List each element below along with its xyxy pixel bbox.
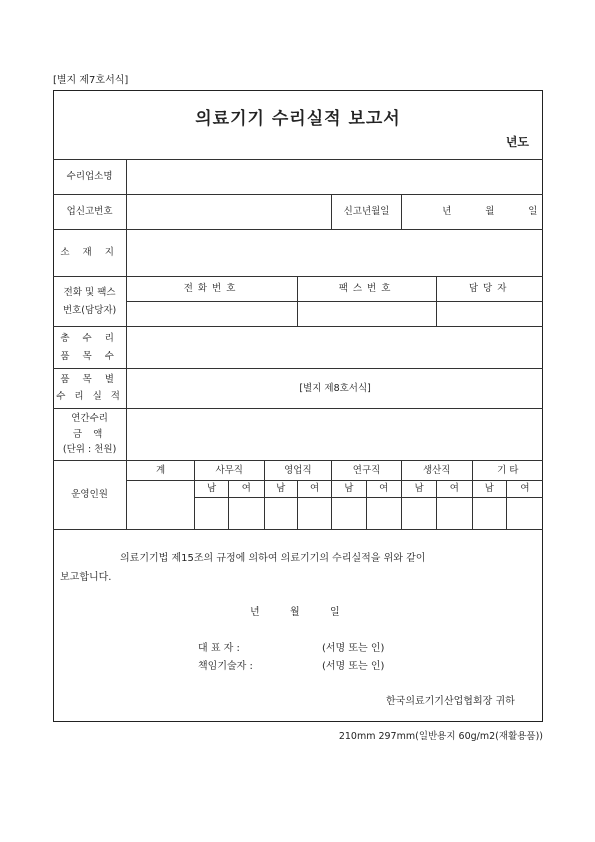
staff-total-field[interactable] — [127, 481, 195, 530]
location-field[interactable] — [127, 230, 543, 277]
production-male-field[interactable] — [401, 498, 436, 530]
business-name-label: 수리업소명 — [53, 160, 127, 195]
report-date-label: 신고년월일 — [332, 195, 402, 230]
phone-field[interactable] — [127, 302, 298, 327]
paper-spec-footer: 210mm 297mm(일반용지 60g/m2(재활용품)) — [338, 731, 543, 742]
phone-fax-label-line2: 번호(담당자) — [62, 304, 117, 316]
office-female-header: 여 — [229, 481, 264, 498]
item-repair-line1: 품 목 별 — [60, 374, 119, 386]
annual-amount-line1: 연간수리 — [71, 412, 108, 424]
business-name-field[interactable] — [127, 160, 543, 195]
total-repair-items-label — [53, 327, 127, 369]
statement-date-month: 월 — [290, 607, 300, 618]
sales-female-header: 여 — [297, 481, 331, 498]
fax-field[interactable] — [297, 302, 436, 327]
office-female-field[interactable] — [229, 498, 264, 530]
staff-col-production: 생산직 — [401, 461, 472, 481]
item-repair-line2: 수 리 실 적 — [56, 391, 123, 402]
representative-label: 대 표 자 : — [198, 643, 240, 654]
sales-female-field[interactable] — [297, 498, 331, 530]
annual-amount-line2: 금 액 — [72, 428, 107, 440]
manager-field[interactable] — [437, 302, 543, 327]
date-day-label: 일 — [528, 206, 538, 218]
phone-fax-label-line1: 전화 및 팩스 — [63, 286, 116, 298]
location-label: 소 재 지 — [53, 230, 127, 277]
research-male-field[interactable] — [332, 498, 366, 530]
total-repair-line2: 품 목 수 — [60, 350, 119, 362]
research-male-header: 남 — [332, 481, 366, 498]
office-male-field[interactable] — [194, 498, 228, 530]
staff-col-office: 사무직 — [194, 461, 264, 481]
production-female-header: 여 — [437, 481, 472, 498]
manager-column-header: 담당자 — [437, 277, 543, 302]
fax-column-header: 팩스번호 — [297, 277, 436, 302]
sales-male-header: 남 — [264, 481, 297, 498]
sales-male-field[interactable] — [264, 498, 297, 530]
staff-col-sales: 영업직 — [264, 461, 332, 481]
date-year-label: 년 — [442, 206, 452, 218]
page-title: 의료기기 수리실적 보고서 — [195, 109, 401, 129]
other-male-header: 남 — [472, 481, 506, 498]
item-repair-reference: [별지 제8호서식] — [127, 369, 543, 409]
staff-col-other: 기 타 — [472, 461, 543, 481]
statement-date-day: 일 — [330, 607, 340, 618]
total-repair-line1: 총 수 리 — [60, 332, 119, 344]
addressee: 한국의료기기산업협회장 귀하 — [386, 696, 515, 707]
form-number-tag: [별지 제7호서식] — [53, 75, 129, 86]
report-form-table — [53, 159, 543, 530]
other-female-header: 여 — [506, 481, 543, 498]
total-repair-items-field[interactable] — [127, 327, 543, 369]
production-male-header: 남 — [401, 481, 436, 498]
statement-date-year: 년 — [250, 607, 260, 618]
annual-amount-unit: (단위 : 천원) — [62, 444, 117, 456]
item-repair-label — [53, 369, 127, 409]
statement-line1: 의료기기법 제15조의 규정에 의하여 의료기기의 수리실적을 위와 같이 — [120, 553, 426, 564]
annual-amount-field[interactable] — [127, 409, 543, 461]
staff-col-research: 연구직 — [332, 461, 402, 481]
engineer-signature[interactable]: (서명 또는 인) — [322, 661, 385, 672]
staff-col-total: 계 — [127, 461, 195, 481]
engineer-label: 책임기술자 : — [198, 661, 253, 672]
production-female-field[interactable] — [437, 498, 472, 530]
permit-number-label: 업신고번호 — [53, 195, 127, 230]
report-date-field[interactable] — [401, 195, 543, 230]
staff-label: 운영인원 — [53, 461, 127, 530]
research-female-header: 여 — [366, 481, 401, 498]
statement-line2: 보고합니다. — [60, 572, 112, 583]
other-male-field[interactable] — [472, 498, 506, 530]
phone-column-header: 전화번호 — [127, 277, 298, 302]
annual-amount-label — [53, 409, 127, 461]
date-month-label: 월 — [485, 206, 495, 218]
representative-signature[interactable]: (서명 또는 인) — [322, 643, 385, 654]
permit-number-field[interactable] — [127, 195, 332, 230]
other-female-field[interactable] — [506, 498, 543, 530]
year-label: 년도 — [505, 135, 529, 149]
office-male-header: 남 — [194, 481, 228, 498]
research-female-field[interactable] — [366, 498, 401, 530]
phone-fax-label — [53, 277, 127, 327]
